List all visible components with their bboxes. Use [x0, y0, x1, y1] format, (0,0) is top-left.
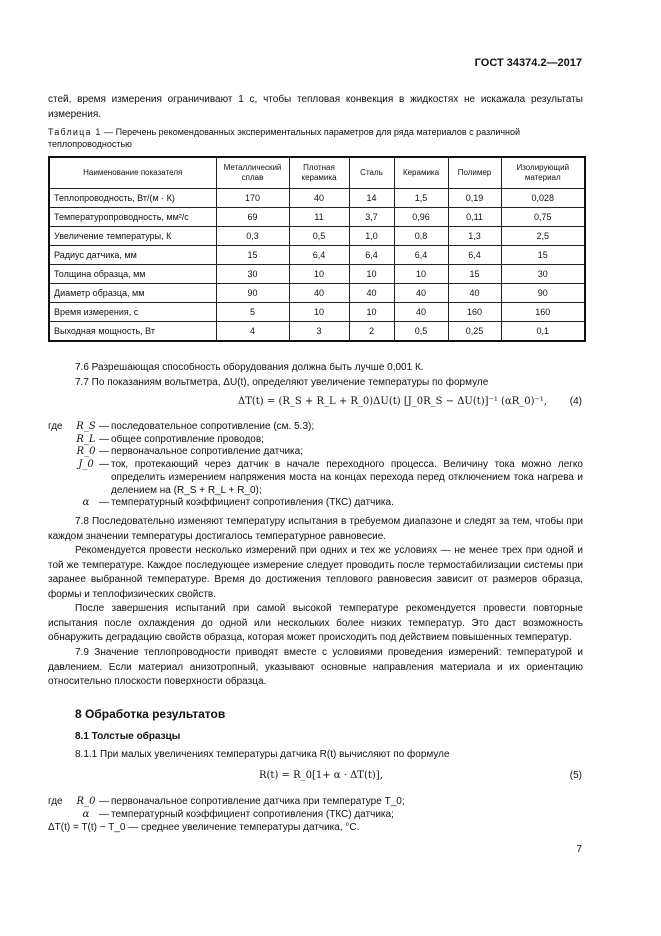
table-header-row: [49, 157, 585, 189]
paragraph-8-1-1-text: 8.1.1 При малых увеличениях температуры датчика R(t) вычисляют по формуле: [75, 749, 450, 760]
section-8-1-heading: 8.1 Толстые образцы: [75, 731, 181, 742]
table-cell: 0,11: [448, 208, 501, 227]
table-header-cell: Сталь: [349, 157, 394, 189]
table-cell: 0,96: [394, 208, 448, 227]
definition-row: [48, 497, 583, 510]
table-cell: 40: [289, 189, 349, 208]
table-cell: 0,1: [501, 322, 585, 342]
table-cell: 0,3: [216, 227, 289, 246]
table-cell: 15: [448, 265, 501, 284]
table-row-label: Теплопроводность, Вт/(м · К): [49, 189, 216, 208]
definition-symbol: α: [82, 808, 90, 820]
table-caption: [48, 127, 583, 150]
document-header: ГОСТ 34374.2—2017: [474, 57, 582, 69]
table-cell: 40: [394, 303, 448, 322]
table-cell: 10: [289, 303, 349, 322]
table-cell: 40: [289, 284, 349, 303]
paragraph-recommend-text: Рекомендуется провести несколько измерений при одних и тех же условиях — не менее трех при одной и той же температуре. Каждое последующее измерение следует проводить после термостабилизации системы при заранее выбранной температуре. Время до достижения теплового равновесия зависит от размеров образца, формы и теплофизических свойств.: [48, 545, 583, 600]
table-row-label: Диаметр образца, мм: [49, 284, 216, 303]
table-cell: 1,3: [448, 227, 501, 246]
table-cell: 6,4: [289, 246, 349, 265]
definition-text: температурный коэффициент сопротивления (ТКС) датчика.: [111, 497, 394, 509]
table-row-label: Радиус датчика, мм: [49, 246, 216, 265]
definition-dash: —: [99, 796, 109, 807]
page-number: 7: [576, 844, 582, 855]
table-cell: 1,0: [349, 227, 394, 246]
definition-row: [48, 459, 583, 497]
table-cell: 0,8: [394, 227, 448, 246]
table-header-cell: Изолирующий материал: [501, 157, 585, 189]
table-row-label: Увеличение температуры, К: [49, 227, 216, 246]
table-row: [49, 227, 585, 246]
paragraph-7-9-text: 7.9 Значение теплопроводности приводят вместе с условиями проведения измерений: температурой и давлением. Если материал анизотропный, указывают основные направления материала и их ориентацию относительно плоскости поверхности образца.: [48, 647, 583, 688]
table-cell: 1,5: [394, 189, 448, 208]
definition-row: [48, 809, 583, 822]
table-cell: 0,25: [448, 322, 501, 342]
table-cell: 3: [289, 322, 349, 342]
definition-delta-t: ΔT(t) = T(t) − T_0 — среднее увеличение температуры датчика, °С.: [48, 822, 360, 833]
paragraph-7-9: [48, 646, 583, 690]
intro-paragraph: стей, время измерения ограничивают 1 с, чтобы тепловая конвекция в жидкостях не искажала результаты измерения.: [48, 94, 583, 120]
table-cell: 170: [216, 189, 289, 208]
paragraph-7-7: [48, 376, 583, 391]
definition-lead: [48, 809, 75, 822]
table-cell: 0,028: [501, 189, 585, 208]
table-cell: 160: [501, 303, 585, 322]
table-row: [49, 189, 585, 208]
paragraph-after-text: После завершения испытаний при самой высокой температуре рекомендуется провести повторные испытания после охлаждения до одной или нескольких более низких температур. Это даст возможность обнаружить деградацию свойств образца, которая может происходить под действием повышенных температур.: [48, 603, 583, 644]
paragraph-7-6: [48, 361, 583, 376]
table-cell: 4: [216, 322, 289, 342]
paragraph-8-1-1: [48, 748, 583, 763]
definition-lead: где: [48, 796, 63, 807]
definition-dash: —: [99, 421, 109, 432]
definition-symbol: R_L: [76, 433, 96, 445]
paragraph-7-7-text: 7.7 По показаниям вольтметра, ΔU(t), определяют увеличение температуры по формуле: [75, 377, 489, 388]
equation-5-number: (5): [569, 770, 582, 781]
definition-lead: [48, 446, 75, 459]
table-row: [49, 322, 585, 342]
definition-lead: [48, 434, 75, 447]
definition-dash: —: [99, 459, 109, 471]
paragraph-7-6-text: 7.6 Разрешающая способность оборудования должна быть лучше 0,001 К.: [75, 362, 424, 373]
table-cell: 15: [216, 246, 289, 265]
definition-lead: [48, 459, 75, 497]
table-row-label: Температуропроводность, мм²/с: [49, 208, 216, 227]
table-cell: 14: [349, 189, 394, 208]
definition-text: последовательное сопротивление (см. 5.3);: [111, 421, 315, 432]
definition-symbol: α: [82, 497, 90, 509]
definition-dash: —: [99, 446, 109, 458]
table-cell: 40: [394, 284, 448, 303]
paragraph-7-8-text: 7.8 Последовательно изменяют температуру испытания в требуемом диапазоне и следят за тем, чтобы при каждом значении температуры достигалось температурное равновесие.: [48, 516, 583, 542]
definition-symbol: R_0: [76, 796, 96, 807]
table-cell: 2: [349, 322, 394, 342]
table-row: [49, 246, 585, 265]
table-cell: 2,5: [501, 227, 585, 246]
definition-text: ток, протекающий через датчик в начале переходного процесса. Величину тока можно легко определить измерением напряжения моста на концах перехода перед отключением тока нагрева и делением на (R_S + R_L + R_0);: [111, 459, 583, 496]
definition-text: первоначальное сопротивление датчика при температуре T_0;: [111, 796, 405, 807]
table-cell: 0,19: [448, 189, 501, 208]
table-cell: 10: [394, 265, 448, 284]
table-header-cell: Полимер: [448, 157, 501, 189]
table-cell: 0,75: [501, 208, 585, 227]
equation-5: R(t) = R_0[1+ α · ΔT(t)],: [259, 770, 383, 781]
table-row: [49, 303, 585, 322]
table-cell: 40: [349, 284, 394, 303]
definition-text: первоначальное сопротивление датчика;: [111, 446, 303, 458]
table-cell: 0,5: [289, 227, 349, 246]
definition-symbol: R_0: [76, 446, 96, 458]
table-cell: 69: [216, 208, 289, 227]
table-cell: 10: [349, 303, 394, 322]
table-cell: 90: [216, 284, 289, 303]
equation-4-definitions: [48, 421, 583, 510]
table-cell: 30: [216, 265, 289, 284]
table-cell: 30: [501, 265, 585, 284]
table-cell: 3,7: [349, 208, 394, 227]
table-cell: 6,4: [394, 246, 448, 265]
definition-row: [48, 446, 583, 459]
definition-dash: —: [99, 497, 109, 509]
section-8-heading: 8 Обработка результатов: [75, 707, 226, 721]
definition-dash: —: [99, 808, 109, 820]
table-cell: 5: [216, 303, 289, 322]
definition-text: температурный коэффициент сопротивления (ТКС) датчика;: [111, 808, 394, 820]
table-row-label: Время измерения, с: [49, 303, 216, 322]
table-header-cell: Керамика: [394, 157, 448, 189]
parameters-table: [48, 156, 586, 342]
table-cell: 90: [501, 284, 585, 303]
definition-lead: где: [48, 421, 63, 432]
table-row-label: Выходная мощность, Вт: [49, 322, 216, 342]
definition-lead: [48, 497, 75, 510]
definition-row: [48, 434, 583, 447]
table-cell: 15: [501, 246, 585, 265]
table-header-cell: Плотная керамика: [289, 157, 349, 189]
definition-symbol: J_0: [78, 459, 94, 471]
table-cell: 10: [349, 265, 394, 284]
table-cell: 10: [289, 265, 349, 284]
table-row: [49, 284, 585, 303]
table-cell: 40: [448, 284, 501, 303]
equation-4: ΔT(t) = (R_S + R_L + R_0)ΔU(t) [J_0R_S − ΔU(t)]⁻¹ (αR_0)⁻¹,: [238, 396, 547, 407]
table-cell: 6,4: [448, 246, 501, 265]
definition-row: [48, 796, 583, 809]
table-cell: 160: [448, 303, 501, 322]
table-row: [49, 265, 585, 284]
paragraph-recommend: [48, 544, 583, 602]
equation-4-number: (4): [569, 396, 582, 407]
definition-symbol: R_S: [76, 421, 96, 432]
table-cell: 6,4: [349, 246, 394, 265]
paragraph-after: [48, 602, 583, 646]
paragraph-7-8: [48, 515, 583, 544]
table-row-label: Толщина образца, мм: [49, 265, 216, 284]
definition-row: [48, 421, 583, 434]
table-cell: 11: [289, 208, 349, 227]
equation-5-last-definition: [48, 822, 583, 835]
definition-text: общее сопротивление проводов;: [111, 433, 264, 445]
table-header-cell: Наименование показателя: [49, 157, 216, 189]
table-caption-label: Таблица 1: [48, 127, 102, 137]
table-row: [49, 208, 585, 227]
table-cell: 0,5: [394, 322, 448, 342]
equation-5-definitions: [48, 796, 583, 821]
table-header-cell: Металлический сплав: [216, 157, 289, 189]
definition-dash: —: [99, 433, 109, 445]
table-caption-text: — Перечень рекомендованных экспериментальных параметров для ряда материалов с различной теплопроводностью: [48, 127, 521, 149]
